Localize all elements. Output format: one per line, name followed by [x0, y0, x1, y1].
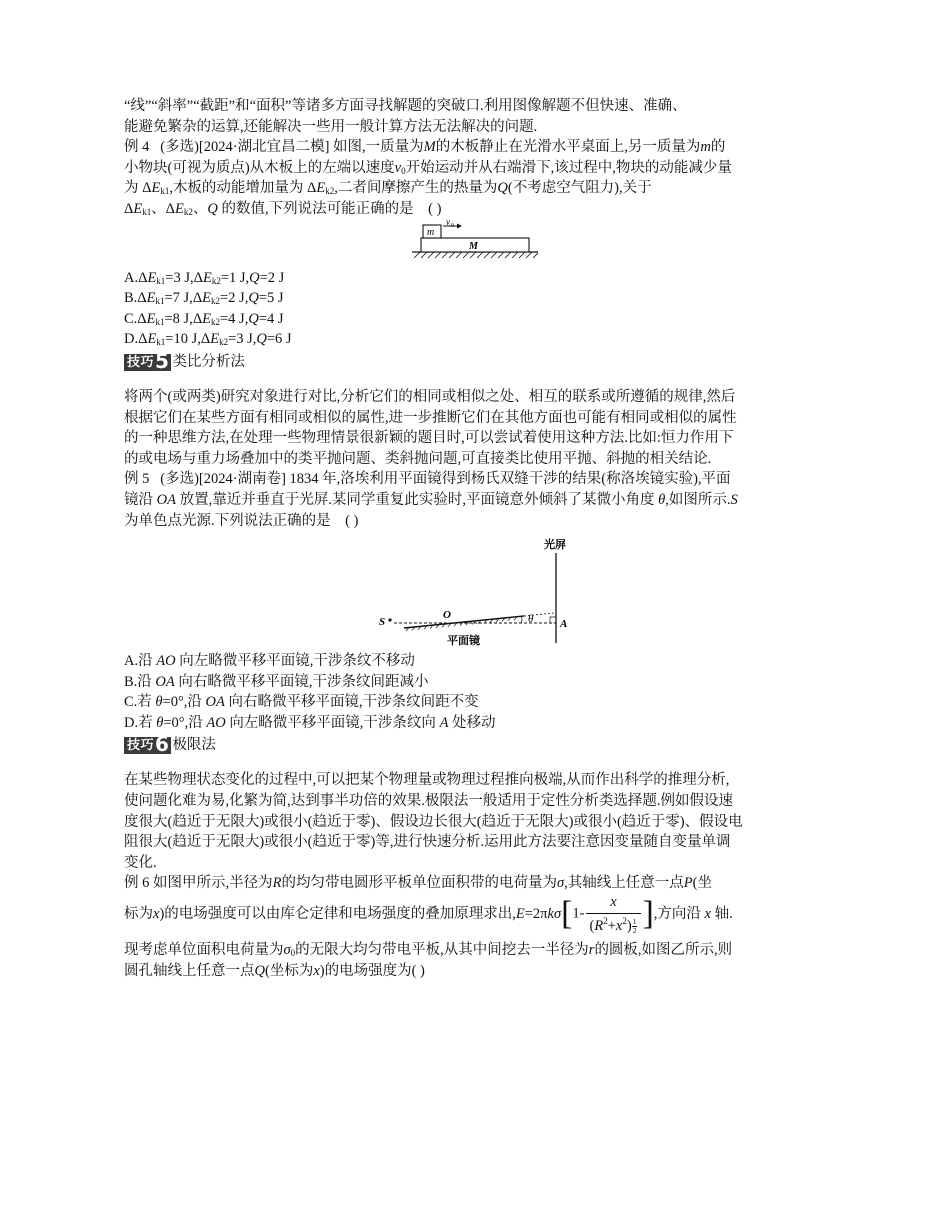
ex5-tag: (多选)[2024·湖南卷] — [160, 471, 286, 488]
ex5-line-1 — [124, 469, 824, 490]
table-surface — [412, 252, 538, 258]
block-label: m — [427, 226, 435, 238]
tech6-para: 变化. — [124, 854, 157, 871]
ex4-text: 如图,一质量为 — [329, 139, 424, 156]
field-formula — [561, 892, 654, 936]
ex6-text: )的电场强度可以由库仑定律和电场强度的叠加原理求出, — [159, 905, 516, 922]
ex6-var: R — [272, 875, 282, 892]
fraction — [586, 892, 642, 936]
ex5-figure — [124, 531, 824, 651]
tech6-para: 度很大(趋近于无限大)或很小(趋近于零)、假设边长很大(趋近于无限大)或很小(趋近于零)、假设电 — [124, 813, 743, 830]
ex4-text: ,木板的动能增加量为 Δ — [169, 180, 317, 197]
ex6-text: 现考虑单位面积电荷量为 — [124, 942, 284, 959]
ex6-text: 的无限大均匀带电平板,从其中间挖去一半径为 — [295, 942, 589, 959]
ex6-text: 轴. — [714, 905, 733, 922]
ex4-text: 为 Δ — [124, 180, 152, 197]
ex4-var: E — [146, 290, 156, 307]
option-value: =7 J, — [164, 290, 193, 307]
ex5-option-d — [124, 713, 824, 734]
option-letter: A. — [124, 269, 139, 286]
badge-text: 技巧 — [127, 354, 155, 370]
option-var: OA — [155, 673, 175, 690]
formula-text: =2π — [524, 905, 548, 922]
point-source — [388, 618, 391, 621]
ex6-label: 例 6 — [124, 875, 150, 892]
screen-label: 光屏 — [544, 538, 566, 552]
formula-text: 1- — [572, 905, 585, 922]
option-letter: D. — [124, 331, 139, 348]
ex4-var: M — [423, 139, 436, 156]
ex4-sub: k1 — [155, 296, 165, 307]
ex6-text: )的电场强度为 — [319, 962, 412, 979]
ex4-option-b: $B.\Delta E_{k1}=7$ $J,\Delta E_{k2}=2$ J,Q=5 J — [124, 290, 284, 307]
ex4-text: 、Δ — [151, 200, 176, 217]
lloyd-mirror-diagram — [124, 531, 824, 651]
option-value: =4 J — [258, 310, 284, 327]
ex4-text: 的数值,下列说法可能正确的是 — [217, 200, 414, 217]
ex4-sub: k2 — [219, 337, 229, 348]
exponent-num: 1 — [632, 916, 637, 926]
ex4-var: E — [202, 290, 211, 307]
ex5-option-a — [124, 651, 824, 672]
ex4-line-2 — [124, 158, 824, 179]
ex6-var: x — [704, 905, 711, 922]
ex4-option-d: $D.\Delta E_{k1}=10$ $J,\Delta E_{k2}=3$ J,Q=6 J — [124, 331, 292, 348]
ex4-var: E — [146, 310, 156, 327]
ex5-var: θ — [658, 491, 666, 508]
ex6-var: k — [547, 905, 554, 922]
ex5-line-3 — [124, 511, 824, 532]
tech5-para: 根据它们在某些方面有相同或相似的属性,进一步推断它们在其他方面也可能有相同或相似的属性 — [124, 409, 737, 426]
velocity-arrowhead — [457, 223, 462, 228]
intro-line — [124, 117, 824, 138]
ex4-sub: k2 — [183, 206, 193, 217]
ex4-line-1 — [124, 137, 824, 158]
badge-text: 技巧 — [127, 738, 155, 754]
point-a-label: A — [560, 618, 568, 631]
answer-blank: ( ) — [411, 962, 425, 979]
option-text: 向右略微平移平面镜,干涉条纹间距不变 — [224, 694, 479, 711]
ex6-line-2 — [124, 888, 824, 940]
mirror-label: 平面镜 — [447, 634, 480, 648]
ex4-var: E — [316, 180, 326, 197]
exponent: 2 — [603, 915, 608, 926]
option-var: OA — [205, 694, 225, 711]
ex4-text: 、 — [192, 200, 208, 217]
option-var: θ — [155, 694, 163, 711]
answer-blank: ( ) — [345, 512, 359, 529]
ex6-text: 如图甲所示,半径为 — [149, 875, 273, 892]
exponent: 2 — [622, 915, 627, 926]
option-text: 向左略微平移平面镜,干涉条纹不移动 — [175, 653, 415, 670]
ex4-text: (不考虑空气阻力),关于 — [507, 180, 652, 197]
option-value: =10 J, — [165, 331, 201, 348]
ex4-var: Q — [256, 331, 267, 348]
source-label: S — [379, 616, 386, 629]
option-var: AO — [206, 714, 226, 731]
ex5-text: ,如图所示. — [665, 491, 731, 508]
ex5-text: 1834 年,洛埃利用平面镜得到杨氏双缝干涉的结果(称洛埃镜实验),平面 — [285, 471, 731, 488]
technique-6-heading — [124, 732, 824, 757]
option-value: =5 J — [258, 290, 284, 307]
ex6-var: P — [683, 875, 693, 892]
option-value: =4 J, — [220, 310, 249, 327]
ex5-text: 为单色点光源.下列说法正确的是 — [124, 512, 331, 529]
ex4-var: E — [202, 269, 212, 286]
ex6-var: R — [594, 917, 604, 934]
ex4-var: E — [202, 310, 211, 327]
option-text: B.沿 — [124, 673, 156, 690]
ex6-text: 标为 — [124, 905, 153, 922]
ex4-var: E — [133, 200, 143, 217]
ex6-text: 的圆板,如图乙所示,则 — [594, 942, 733, 959]
answer-blank: ( ) — [428, 200, 442, 217]
velocity-label: v — [446, 219, 450, 227]
ex6-var: x — [313, 962, 320, 979]
tech5-para: 的一种思维方法,在处理一些物理情景很新颖的题目时,可以尝试着使用这种方法.比如:恒力作用下 — [124, 430, 734, 447]
ex5-var: S — [730, 491, 738, 508]
ex4-figure — [124, 220, 824, 268]
ex4-var: v — [394, 159, 402, 176]
intro-text-2: 能避免繁杂的运算,还能解决一些用一般计算方法无法解决的问题. — [124, 118, 538, 135]
ex5-line-2 — [124, 490, 824, 511]
ex4-line-3 — [124, 178, 824, 199]
ex6-text: (坐标为 — [264, 962, 314, 979]
exponent-den: 2 — [632, 925, 637, 935]
ex6-var: σ — [283, 942, 291, 959]
ex6-text: (坐 — [692, 875, 712, 892]
option-value: =1 J, — [220, 269, 250, 286]
ex6-text: ,其轴线上任意一点 — [564, 875, 684, 892]
option-value: =3 J, — [165, 269, 194, 286]
option-var: A — [439, 714, 449, 731]
technique-title: 类比分析法 — [172, 353, 245, 370]
option-var: θ — [156, 714, 164, 731]
ex6-var: E — [515, 905, 525, 922]
ex6-var: r — [588, 942, 595, 959]
formula-text: + — [607, 917, 616, 934]
half-exponent — [632, 918, 638, 935]
ex5-label: 例 5 — [124, 471, 150, 488]
right-angle-mark — [550, 617, 556, 623]
ex4-sub: k1 — [156, 337, 166, 348]
ex4-sub: k1 — [160, 186, 170, 197]
page-content — [124, 96, 824, 981]
technique-badge — [124, 348, 171, 373]
ex4-text: ,二者间摩擦产生的热量为 — [334, 180, 498, 197]
ex4-sub: k2 — [211, 275, 221, 286]
ex4-var: Q — [207, 200, 218, 217]
ex4-sub: 0 — [401, 165, 406, 176]
option-text: C.若 — [124, 694, 156, 711]
tech5-para: 将两个(或两类)研究对象进行对比,分析它们的相同或相似之处、相互的联系或所遵循的规律,然后 — [124, 388, 736, 405]
ex4-sub: k1 — [155, 316, 165, 327]
ex4-var: Q — [497, 180, 508, 197]
technique-badge — [124, 732, 171, 757]
tilted-mirror — [404, 616, 524, 628]
ex4-sub: k2 — [211, 296, 220, 307]
intro-line — [124, 96, 824, 117]
ex5-text: 放置,靠近并垂直于光屏.某同学重复此实验时,平面镜意外倾斜了某微小角度 — [179, 491, 655, 508]
badge-number: 5 — [155, 348, 170, 373]
ex4-var: E — [175, 200, 184, 217]
option-value: =8 J, — [164, 310, 193, 327]
ex6-text: ,方向沿 — [653, 905, 701, 922]
ex6-text: 圆孔轴线上任意一点 — [124, 962, 255, 979]
ex4-var: Q — [248, 310, 259, 327]
ex4-option-a: $A.\Delta E_{k1}=3$ $J,\Delta E_{k2}=1$ J,Q=2 J — [124, 269, 285, 286]
option-var: AO — [156, 653, 176, 670]
ex5-option-c — [124, 692, 824, 713]
ex4-var: E — [210, 331, 220, 348]
left-bracket: [ — [561, 895, 573, 933]
option-text: =0°,沿 — [162, 694, 206, 711]
ex4-var: E — [147, 331, 157, 348]
ex4-text: 的 — [710, 139, 726, 156]
ex5-var: OA — [156, 491, 176, 508]
ex4-text: 的木板静止在光滑水平桌面上,另一质量为 — [435, 139, 701, 156]
tech6-para: 使问题化难为易,化繁为简,达到事半功倍的效果.极限法一般适用于定性分析类选择题.例如假设速 — [124, 793, 733, 810]
option-text: 处移动 — [448, 714, 496, 731]
ex6-line-4 — [124, 961, 824, 982]
ex6-var: Q — [254, 962, 265, 979]
option-text: A.沿 — [124, 653, 157, 670]
ex4-sub: k1 — [156, 275, 166, 286]
theta-label: θ — [528, 613, 534, 626]
option-value: =2 J — [259, 269, 285, 286]
tech6-para: 阻很大(趋近于无限大)或很小(趋近于零)等,进行快速分析.运用此方法要注意因变量随自变量单调 — [124, 834, 731, 851]
velocity-sub: 0 — [451, 222, 454, 229]
ex4-var: E — [147, 269, 157, 286]
ex4-option-c: $C.\Delta E_{k1}=8$ $J,\Delta E_{k2}=4$ J,Q=4 J — [124, 310, 284, 327]
ex5-option-b — [124, 672, 824, 693]
right-bracket: ] — [642, 895, 654, 933]
ex4-sub: k1 — [142, 206, 152, 217]
ex6-var: x — [153, 905, 160, 922]
option-text: 向右略微平移平面镜,干涉条纹间距减小 — [174, 673, 429, 690]
technique-5-heading — [124, 348, 824, 373]
tech5-para: 的或电场与重力场叠加中的类平抛问题、类斜抛问题,可直接类比使用平抛、斜抛的相关结论. — [124, 450, 712, 467]
angle-arc — [521, 616, 522, 623]
ex4-var: m — [700, 139, 711, 156]
ex4-tag: (多选)[2024·湖北宜昌二模] — [160, 139, 330, 156]
board-block-diagram — [124, 220, 824, 268]
ex4-sub: k2 — [211, 316, 220, 327]
ex6-sub: 0 — [290, 948, 296, 959]
fraction-numerator: x — [610, 893, 617, 910]
option-letter: C. — [124, 310, 138, 327]
option-text: 向左略微平移平面镜,干涉条纹向 — [225, 714, 440, 731]
ex4-var: Q — [248, 290, 259, 307]
option-text: =0°,沿 — [163, 714, 207, 731]
option-text: D.若 — [124, 714, 157, 731]
fraction-denominator: $(R^2+x^2)$ $^{\frac{1}{2}}$ — [586, 913, 642, 937]
technique-title: 极限法 — [172, 737, 216, 754]
ex6-var: x — [615, 917, 623, 934]
board-label: M — [469, 240, 478, 252]
option-value: =3 J, — [228, 331, 257, 348]
option-value: =2 J, — [220, 290, 249, 307]
ex4-text: Δ — [124, 200, 134, 217]
ex6-var: σ — [556, 875, 565, 892]
ex4-label: 例 4 — [124, 139, 150, 156]
ex4-text: 开始运动并从右端滑下,该过程中,物块的动能减少量 — [405, 159, 732, 176]
ex6-var: σ — [553, 905, 562, 922]
ex4-var: E — [151, 180, 161, 197]
option-letter: B. — [124, 290, 138, 307]
intro-text-1: “线”“斜率”“截距”和“面积”等诸多方面寻找解题的突破口.利用图像解题不但快速、准确、 — [124, 98, 687, 114]
badge-number: 6 — [155, 732, 170, 757]
ex6-text: 的均匀带电圆形平板单位面积带的电荷量为 — [281, 875, 557, 892]
ex4-line-4 — [124, 199, 824, 220]
option-value: =6 J — [266, 331, 292, 348]
ex4-var: Q — [249, 269, 260, 286]
tech6-para: 在某些物理状态变化的过程中,可以把某个物理量或物理过程推向极端,从而作出科学的推理分析, — [124, 772, 730, 789]
ex4-text: 小物块(可视为质点)从木板上的左端以速度 — [124, 159, 395, 176]
point-o-label: O — [443, 609, 451, 622]
ex4-sub: k2 — [325, 186, 335, 197]
ex5-text: 镜沿 — [124, 491, 153, 508]
ex6-line-3 — [124, 940, 824, 961]
